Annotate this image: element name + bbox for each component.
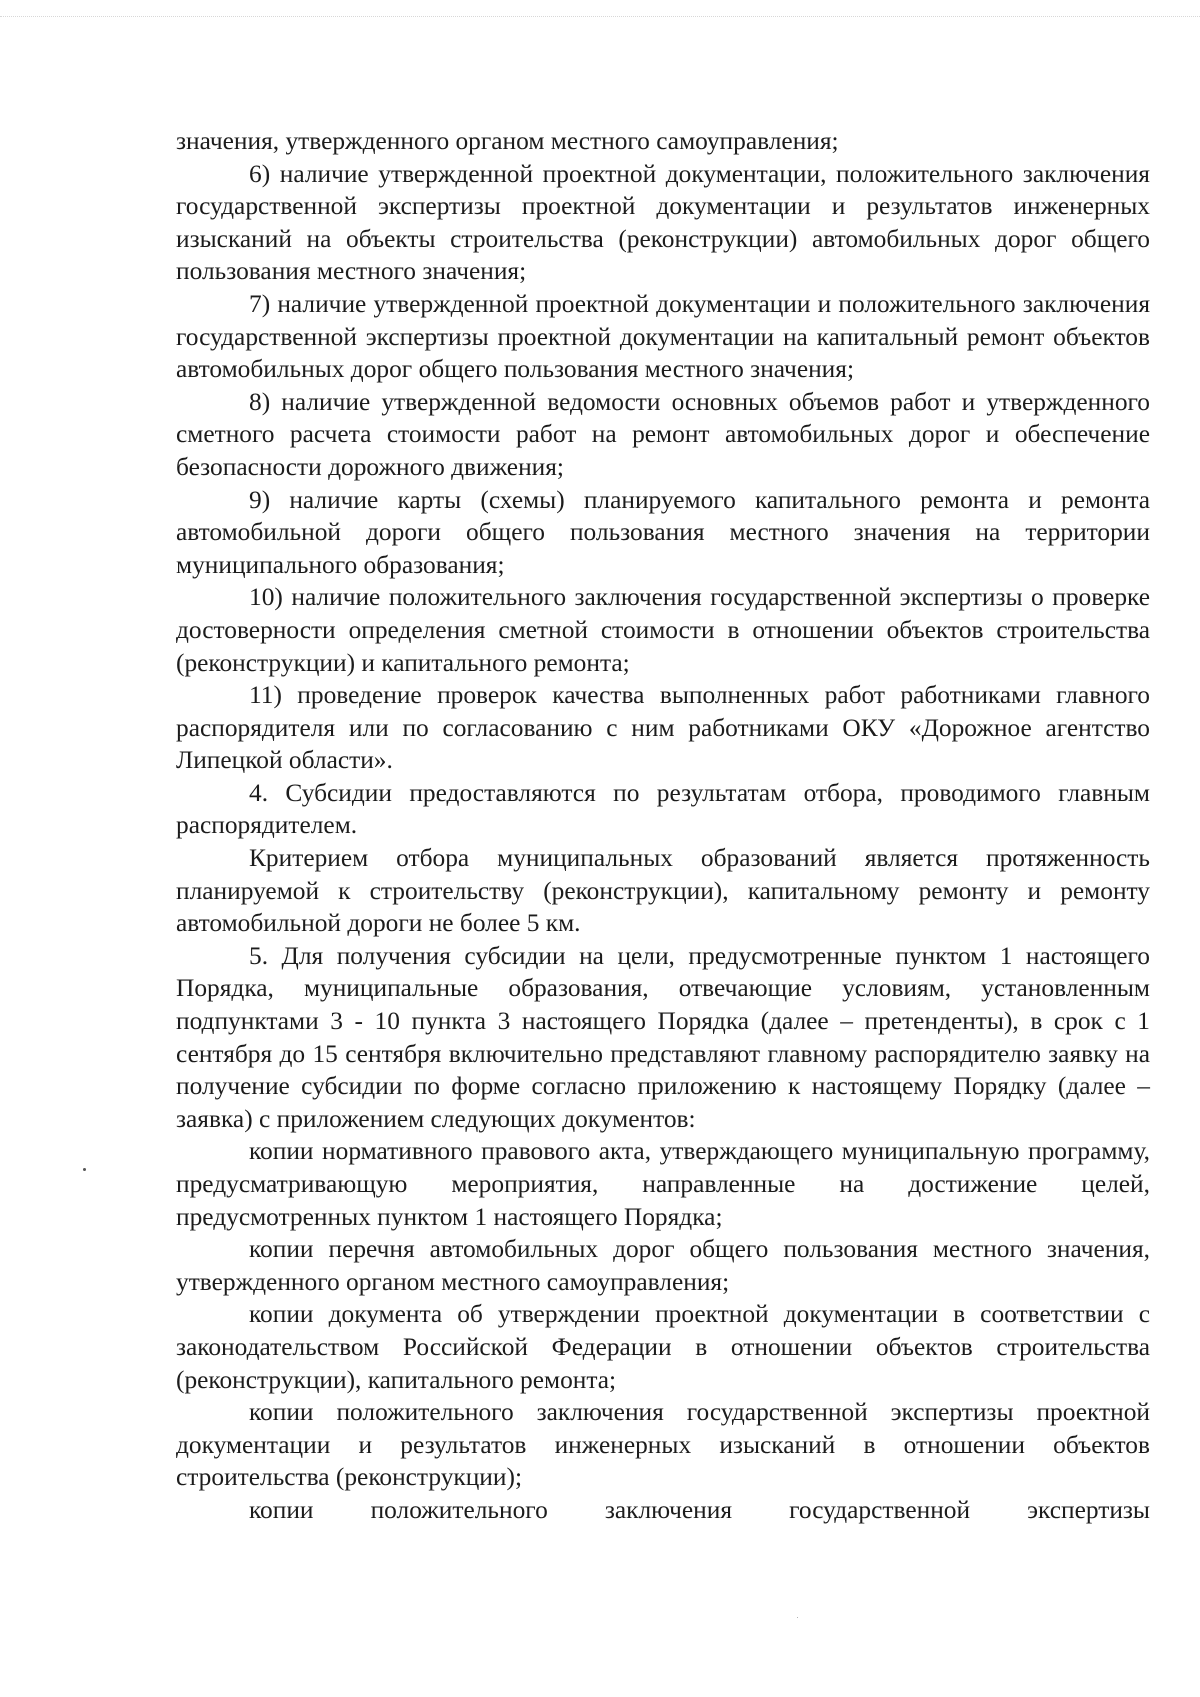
paragraph-continuation: значения, утвержденного органом местного самоуправления; [176, 127, 839, 155]
paragraph-doc-expertise-cut: копии положительного заключения государственной экспертизы [249, 1495, 1150, 1524]
paragraph-doc-expertise-conclusion: копии положительного заключения государственной экспертизы проектной документации и результатов инженерных изысканий в отношении объектов строительства (реконструкции); [176, 1398, 1150, 1492]
paragraph-selection-criterion: Критерием отбора муниципальных образований является протяженность планируемой к строительству (реконструкции), капитальному ремонту и ремонту автомобильной дороги не более 5 км. [176, 844, 1150, 938]
paragraph-section-5: 5. Для получения субсидии на цели, предусмотренные пунктом 1 настоящего Порядка, муниципальные образования, отвечающие условиям, установленным подпунктами 3 - 10 пункта 3 настоящего Порядка (далее – претенденты), в срок с 1 сентября до 15 сентября включительно представляют главному распорядителю заявку на получение субсидии по форме согласно приложению к настоящему Порядку (далее – заявка) с приложением следующих документов: [176, 941, 1150, 1133]
scan-speck [797, 1617, 798, 1618]
paragraph-item-6: 6) наличие утвержденной проектной документации, положительного заключения государственной экспертизы проектной документации и результатов инженерных изысканий на объекты строительства (реконструкции) автомобильных дорог общего пользования местного значения; [176, 159, 1150, 286]
document-body [176, 125, 1150, 1527]
paragraph-doc-road-list: копии перечня автомобильных дорог общего пользования местного значения, утвержденного органом местного самоуправления; [176, 1235, 1150, 1296]
paragraph-doc-program-act: копии нормативного правового акта, утверждающего муниципальную программу, предусматривающую мероприятия, направленные на достижение целей, предусмотренных пунктом 1 настоящего Порядка; [176, 1137, 1150, 1231]
paragraph-item-7: 7) наличие утвержденной проектной документации и положительного заключения государственной экспертизы проектной документации на капитальный ремонт объектов автомобильных дорог общего пользования местного значения; [176, 289, 1150, 384]
paragraph-section-4: 4. Субсидии предоставляются по результатам отбора, проводимого главным распорядителем. [176, 778, 1150, 840]
paragraph-item-11: 11) проведение проверок качества выполненных работ работниками главного распорядителя или по согласованию с ним работниками ОКУ «Дорожное агентство Липецкой области». [176, 681, 1150, 775]
paragraph-item-10: 10) наличие положительного заключения государственной экспертизы о проверке достоверности определения сметной стоимости в отношении объектов строительства (реконструкции) и капитального ремонта; [176, 583, 1150, 677]
scan-edge-line [0, 16, 1200, 17]
paragraph-doc-project-approval: копии документа об утверждении проектной документации в соответствии с законодательством Российской Федерации в отношении объектов строительства (реконструкции), капитального ремонта; [176, 1300, 1150, 1394]
paragraph-item-9: 9) наличие карты (схемы) планируемого капитального ремонта и ремонта автомобильной дороги общего пользования местного значения на территории муниципального образования; [176, 485, 1150, 579]
scan-speck [83, 1168, 86, 1171]
paragraph-item-8: 8) наличие утвержденной ведомости основных объемов работ и утвержденного сметного расчета стоимости работ на ремонт автомобильных дорог и обеспечение безопасности дорожного движения; [176, 387, 1150, 481]
